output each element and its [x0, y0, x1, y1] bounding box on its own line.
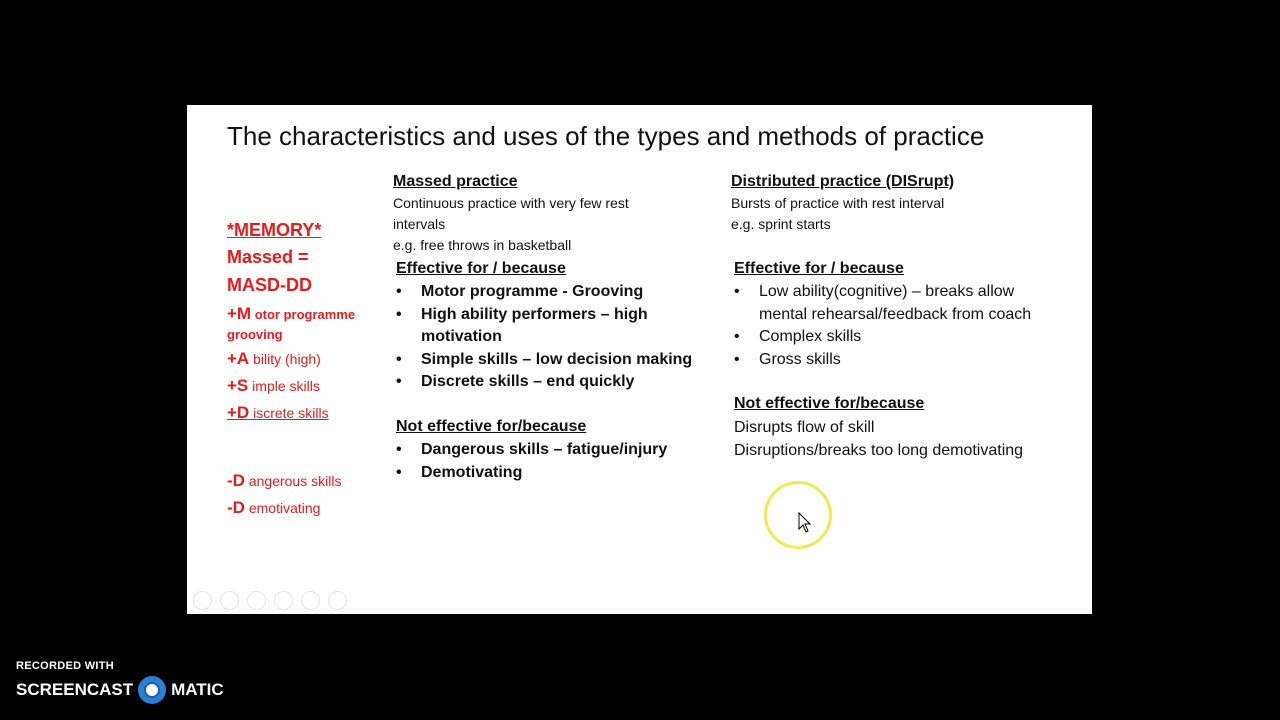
next-icon[interactable]: [220, 591, 239, 610]
distributed-not-effective-heading: Not effective for/because: [734, 395, 925, 412]
massed-not-effective-list: [396, 439, 667, 484]
pen-icon[interactable]: [247, 591, 266, 610]
list-item: • Simple skills – low decision making: [396, 349, 696, 372]
memory-item: +A bility (high): [227, 349, 321, 368]
distributed-effective-list: [734, 281, 1054, 371]
memory-item: +D iscrete skills: [227, 403, 329, 422]
memory-line2: MASD-DD: [227, 275, 312, 295]
more-icon[interactable]: [328, 591, 347, 610]
massed-desc-cont: intervals: [393, 216, 446, 232]
slide-title: The characteristics and uses of the types and methods of practice: [227, 121, 985, 151]
distributed-desc: Bursts of practice with rest interval: [731, 195, 945, 211]
list-item: • Low ability(cognitive) – breaks allow mental rehearsal/feedback from coach: [734, 281, 1041, 326]
list-item: • Discrete skills – end quickly: [396, 371, 696, 394]
mouse-cursor-icon: [798, 512, 812, 534]
screencast-watermark: [16, 660, 224, 704]
list-item: • High ability performers – high motivation: [396, 304, 666, 349]
list-item: • Complex skills: [734, 326, 1054, 349]
distributed-heading: Distributed practice (DISrupt): [731, 173, 955, 190]
slides-icon[interactable]: [274, 591, 293, 610]
memory-item: -D emotivating: [227, 498, 321, 517]
distributed-effective-heading: Effective for / because: [734, 260, 904, 277]
list-item: • Demotivating: [396, 462, 667, 485]
massed-example: e.g. free throws in basketball: [393, 237, 572, 253]
distributed-not-effective-1: Disrupts flow of skill: [734, 419, 875, 436]
watermark-left: SCREENCAST: [16, 680, 134, 699]
list-item: • Dangerous skills – fatigue/injury: [396, 439, 667, 462]
previous-icon[interactable]: [193, 591, 212, 610]
massed-not-effective-heading: Not effective for/because: [396, 418, 587, 435]
watermark-right: MATIC: [171, 680, 224, 699]
memory-item: +M otor programme: [227, 304, 356, 323]
memory-item: -D angerous skills: [227, 471, 342, 490]
list-item: • Motor programme - Grooving: [396, 281, 696, 304]
memory-line1: Massed =: [227, 247, 309, 267]
distributed-not-effective-2: Disruptions/breaks too long demotivating: [734, 442, 1024, 459]
massed-effective-heading: Effective for / because: [396, 260, 566, 277]
slideshow-toolbar: [193, 591, 347, 610]
list-item: • Gross skills: [734, 349, 1054, 372]
watermark-top: RECORDED WITH: [16, 660, 115, 672]
distributed-example: e.g. sprint starts: [731, 216, 831, 232]
massed-desc: Continuous practice with very few rest: [393, 195, 629, 211]
massed-heading: Massed practice: [393, 173, 518, 190]
slide: [187, 105, 1092, 614]
memory-item: +S imple skills: [227, 376, 320, 395]
memory-item: grooving: [227, 327, 283, 342]
screencast-logo-icon: [138, 676, 166, 704]
massed-effective-list: [396, 281, 696, 394]
zoom-icon[interactable]: [301, 591, 320, 610]
memory-heading: *MEMORY*: [227, 220, 322, 240]
